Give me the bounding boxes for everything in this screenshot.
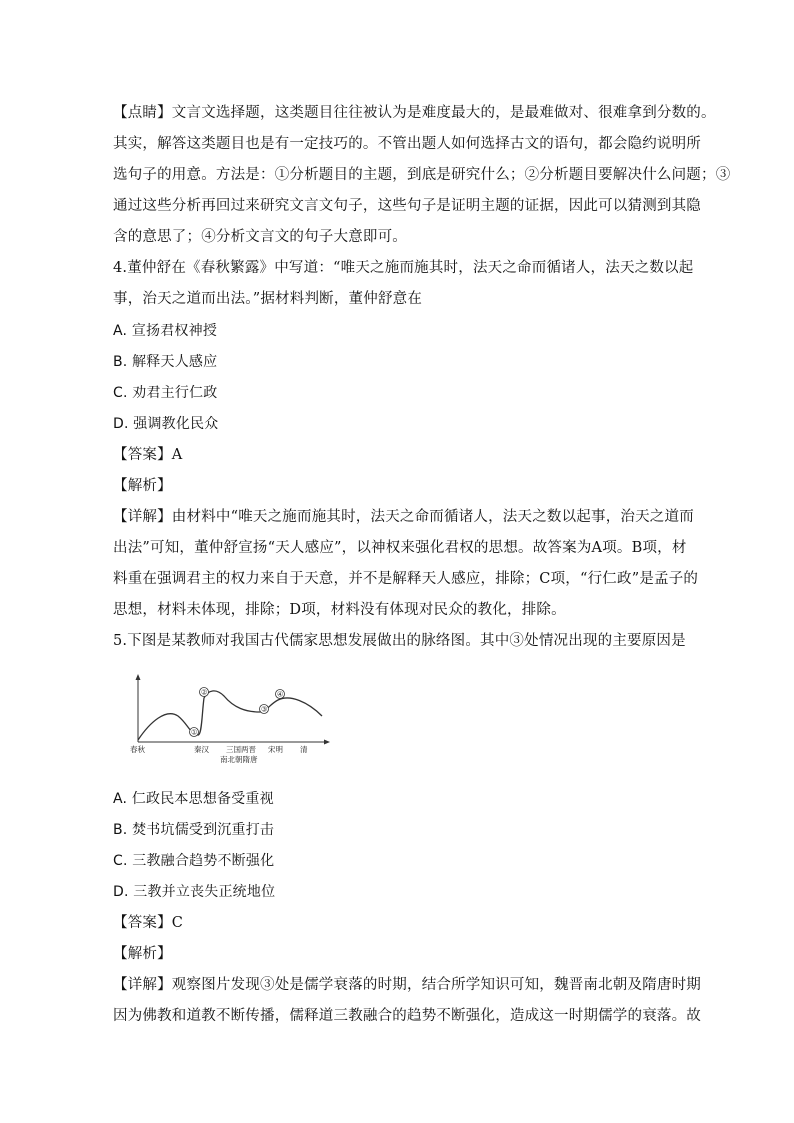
x-label-nanbeichao: 南北朝隋唐: [220, 755, 258, 764]
marker-3-label: ③: [261, 705, 268, 714]
marker-3: [260, 705, 269, 714]
question-5-detail-line-1: 【详解】观察图片发现③处是儒学衰落的时期，结合所学知识可知，魏晋南北朝及隋唐时期: [113, 977, 701, 993]
question-5-option-c: C. 三教融合趋势不断强化: [113, 853, 275, 869]
marker-2: [200, 688, 209, 697]
question-4-stem-line-1: 4.董仲舒在《春秋繁露》中写道：“唯天之施而施其时，法天之命而循诸人，法天之数以起: [113, 260, 694, 276]
question-5-detail-line-2: 因为佛教和道教不断传播，儒释道三教融合的趋势不断强化，造成这一时期儒学的衰落。故: [113, 1008, 701, 1024]
marker-4-label: ④: [277, 690, 284, 699]
x-label-chunqiu: 春秋: [130, 745, 145, 754]
y-axis-arrow: [136, 674, 141, 680]
marker-2-label: ②: [201, 688, 208, 697]
marker-1-label: ①: [191, 728, 198, 737]
question-5-option-b: B. 焚书坑儒受到沉重打击: [113, 822, 275, 838]
note-line-3: 选句子的用意。方法是：①分析题目的主题，到底是研究什么；②分析题目要解决什么问题；③: [113, 167, 731, 183]
question-4-detail-line-3: 料重在强调君主的权力来自于天意，并不是解释天人感应，排除；C项，“行仁政”是孟子的: [113, 571, 699, 587]
x-label-qinhan: 秦汉: [194, 745, 209, 754]
x-label-sanguo: 三国两晋: [226, 745, 256, 754]
question-5-answer: 【答案】C: [113, 915, 184, 931]
trend-curve: [138, 688, 322, 740]
question-5-analysis-heading: 【解析】: [113, 946, 172, 962]
note-line-1: 【点睛】文言文选择题，这类题目往往被认为是难度最大的，是最难做对、很难拿到分数的。: [113, 105, 716, 121]
note-line-5: 含的意思了；④分析文言文的句子大意即可。: [113, 229, 407, 245]
question-5-stem: 5.下图是某教师对我国古代儒家思想发展做出的脉络图。其中③处情况出现的主要原因是: [113, 633, 686, 649]
note-line-4: 通过这些分析再回过来研究文言文句子，这些句子是证明主题的证据，因此可以猜测到其隐: [113, 198, 701, 214]
question-5-option-a: A. 仁政民本思想备受重视: [113, 791, 274, 807]
question-5-option-d: D. 三教并立丧失正统地位: [113, 884, 276, 900]
x-label-qing: 清: [300, 745, 308, 754]
question-4-option-d: D. 强调教化民众: [113, 416, 219, 432]
question-4-detail-line-2: 出法”可知，董仲舒宣扬“天人感应”，以神权来强化君权的思想。故答案为A项。B项，材: [113, 540, 687, 556]
question-4-analysis-heading: 【解析】: [113, 478, 172, 494]
confucianism-development-diagram: [128, 672, 334, 770]
question-4-answer: 【答案】A: [113, 447, 183, 463]
question-4-detail-line-4: 思想，材料未体现，排除；D项，材料没有体现对民众的教化，排除。: [113, 602, 566, 618]
note-line-2: 其实，解答这类题目也是有一定技巧的。不管出题人如何选择古文的语句，都会隐约说明所: [113, 136, 701, 152]
x-axis-arrow: [324, 740, 330, 745]
marker-1: [190, 728, 199, 737]
question-4-detail-line-1: 【详解】由材料中“唯天之施而施其时，法天之命而循诸人，法天之数以起事，治天之道而: [113, 509, 694, 525]
marker-4: [276, 690, 285, 699]
question-4-option-b: B. 解释天人感应: [113, 354, 218, 370]
question-4-option-c: C. 劝君主行仁政: [113, 385, 218, 401]
x-label-songming: 宋明: [268, 745, 283, 754]
question-4-option-a: A. 宣扬君权神授: [113, 323, 218, 339]
question-4-stem-line-2: 事，治天之道而出法。”据材料判断，董仲舒意在: [113, 291, 423, 307]
